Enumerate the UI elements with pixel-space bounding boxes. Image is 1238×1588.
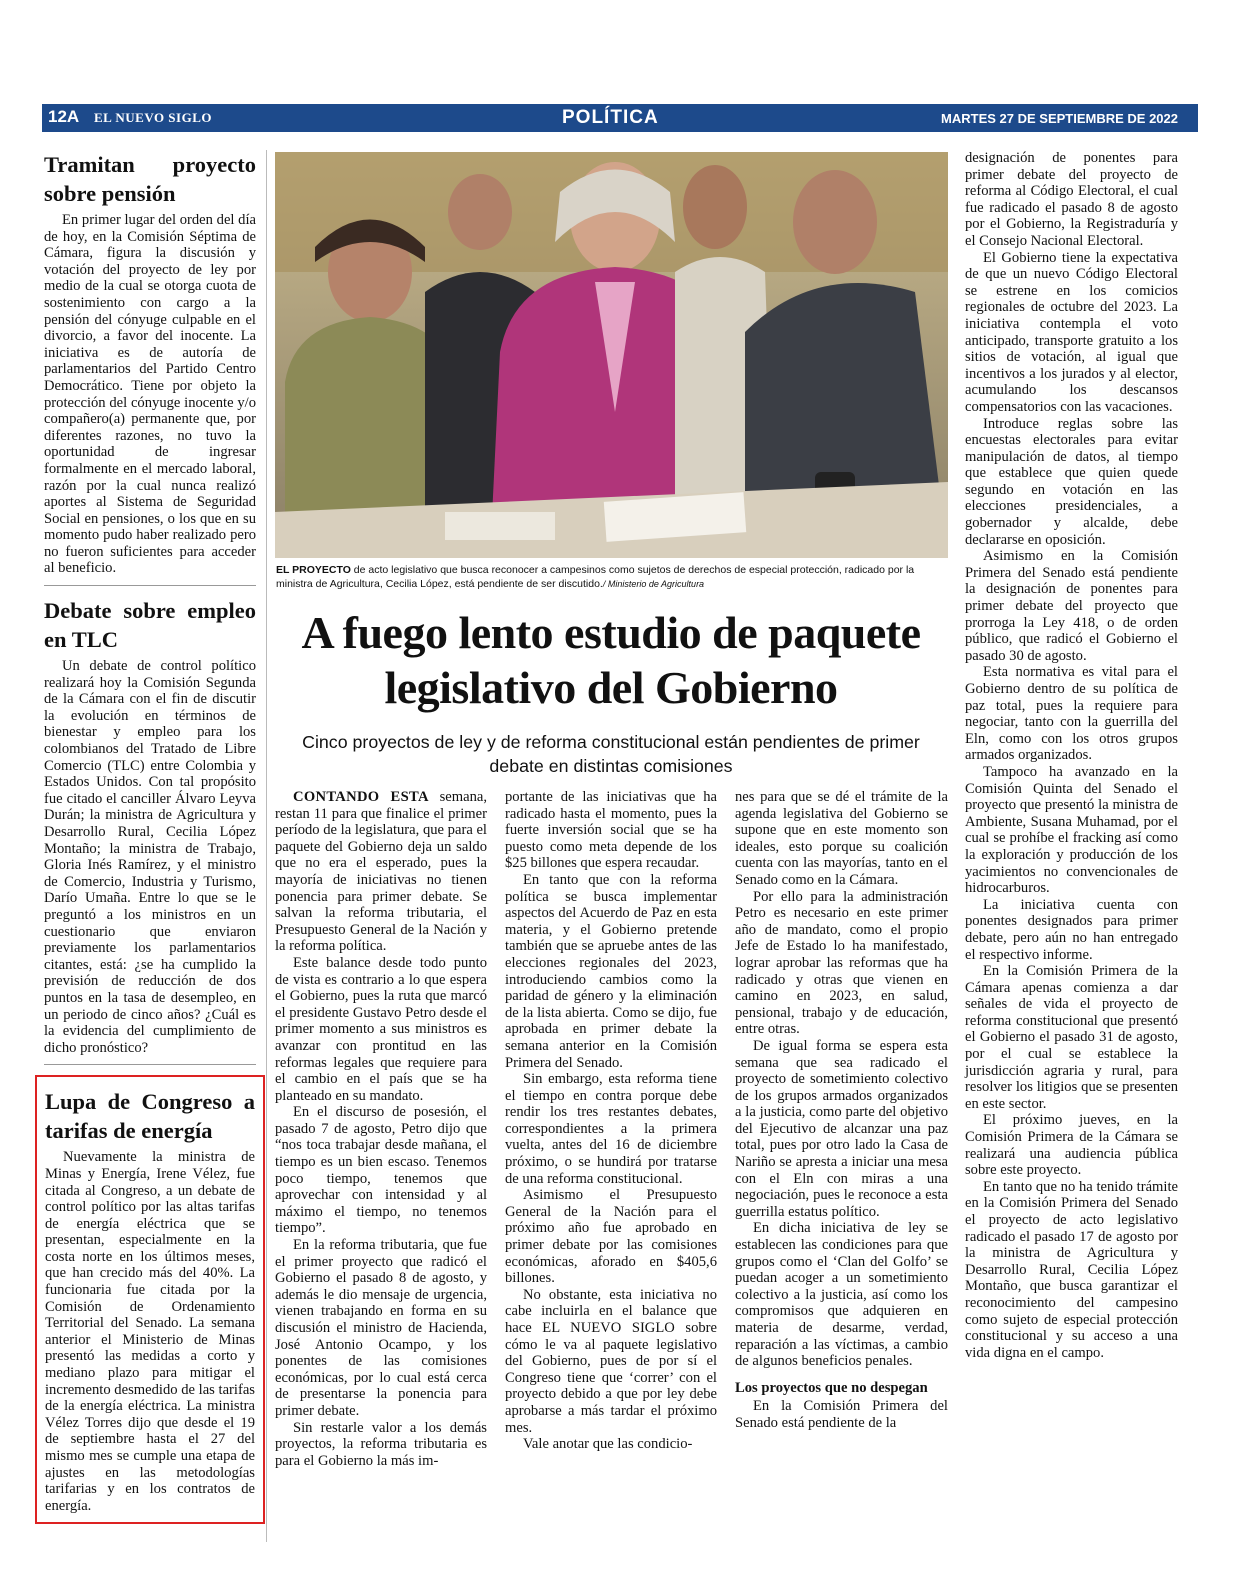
brief-title: Tramitan proyecto sobre pensión — [44, 152, 256, 206]
brief-text: Un debate de control político realizará hoy la Comisión Segunda de la Cámara con el fin de discutir la evolución en términos de bienestar y empleo para los colombianos del Tratado de Libre Comercio (TLC) entre Colombia y Estados Unidos. Con tal propósito fue citado el canciller Álvaro Leyva Durán; la ministra de Agricultura y Desarrollo Rural, Cecilia López Montaño; la ministra de Trabajo, Gloria Inés Ramírez, y el ministro de Comercio, Industria y Turismo, Darío Umaña. Entre lo que se le preguntó a los ministros en un cuestionario que enviaron previamente los parlamentarios citantes, está: ¿se ha cumplido la previsión de reducción de dos puntos en la tasa de desempleo, en un periodo de cinco años? ¿Cuál es la evidencia del cumplimiento de dicho pronóstico? — [44, 658, 256, 1056]
article-paragraph: En la reforma tributaria, que fue el primer proyecto que radicó el Gobierno el pasado 8 de agosto, y además le dio mensaje de urgencia, vienen trabajando en forma en su discusión el ministro de Hacienda, José Antonio Ocampo, y los ponentes de las comisiones económicas, por lo cual está cerca de presentarse la ponencia para primer debate. — [275, 1237, 487, 1419]
article-paragraph: En la Comisión Primera de la Cámara apenas comienza a dar señales de vida el proyecto de reforma constitucional que presentó el Gobierno el pasado 31 de agosto, por el cual se establece la jurisdicción agraria y rural, para resolver los litigios que se presenten en este sector. — [965, 963, 1178, 1112]
lead-caps: CONTANDO ESTA — [293, 789, 429, 805]
article-photo — [275, 152, 948, 558]
article-paragraph: Sin embargo, esta reforma tiene el tiempo en contra porque debe rendir los tres restantes debates, correspondientes a la primera vuelta, antes del 16 de diciembre próximo, o se hundirá por tratarse de una reforma constitucional. — [505, 1071, 717, 1187]
article-paragraph: Tampoco ha avanzado en la Comisión Quinta del Senado el proyecto que presentó la ministra de Ambiente, Susana Muhamad, por el cual se prohíbe el fracking así como la exploración y producción de los yacimientos no convencionales de hidrocarburos. — [965, 763, 1178, 897]
divider — [44, 585, 256, 586]
column-divider — [266, 150, 267, 1542]
page-header — [42, 104, 1198, 132]
article-paragraph: En la Comisión Primera del Senado está pendiente de la — [735, 1398, 948, 1431]
article-paragraph: En tanto que con la reforma política se busca implementar aspectos del Acuerdo de Paz en esta materia, y el Gobierno pretende también que se apruebe antes de las elecciones regionales del 2023, introduciendo cambios como la paridad de género y la eliminación de la lista abierta. Como se dijo, fue aprobada en primer debate la semana anterior en la Comisión Primera del Senado. — [505, 871, 717, 1071]
article-paragraph: De igual forma se espera esta semana que sea radicado el proyecto de sometimiento colectivo de los grupos armados organizados a la justicia, como parte del objetivo del Ejecutivo de alcanzar una paz total, pues por otro lado la Casa de Nariño se apresta a iniciar una mesa con el Eln con miras a una negociación, pues le reconoce a esta guerrilla estatus político. — [735, 1037, 948, 1220]
article-paragraph: La iniciativa cuenta con ponentes designados para primer debate, pero aún no han entregado el respectivo informe. — [965, 896, 1178, 963]
brief-text: En primer lugar del orden del día de hoy, en la Comisión Séptima de Cámara, figura la discusión y votación del proyecto de ley por medio de la cual se otorga cuota de sostenimiento con cargo a la pensión del cónyuge culpable en el divorcio, a favor del inocente. La iniciativa es de autoría de parlamentarios del Partido Centro Democrático. Tiene por objeto la protección del cónyuge inocente y/o compañero(a) permanente que, por diferentes razones, no tuvo la oportunidad de ingresar formalmente en el mercado laboral, razón por la cual nunca realizó aportes al Sistema de Seguridad Social en pensiones, o los que en su momento pudo haber realizado pero no fueron suficientes para acceder al beneficio. — [44, 212, 256, 577]
caption-text: de acto legislativo que busca reconocer a campesinos como sujetos de derechos de especial protección, radicado por la ministra de Agricultura, Cecilia López, está pendiente de ser discutido. — [276, 564, 915, 590]
article-paragraph: Vale anotar que las condicio- — [523, 1436, 693, 1453]
article-paragraph: nes para que se dé el trámite de la agenda legislativa del Gobierno se supone que en este momento son ideales, esto porque su coalición cuenta con las mayorías, tanto en el Senado como en la Cámara. — [735, 789, 948, 888]
brief-energy-highlighted — [35, 1075, 265, 1524]
article-paragraph: Esta normativa es vital para el Gobierno dentro de su política de paz total, pues la requiere para negociar, tanto con la guerrilla del Eln, como con los otros grupos armados organizados. — [965, 664, 1178, 764]
article-paragraph: El Gobierno tiene la expectativa de que un nuevo Código Electoral se estrene en los comicios regionales de octubre del 2023. La iniciativa contempla el voto anticipado, transporte gratuito a los sitios de votación, al igual que incentivos a los jurados y al elector, acumulando los descansos compensatorios con las vacaciones. — [965, 249, 1178, 415]
article-column-2 — [505, 789, 717, 1453]
article-paragraph: portante de las iniciativas que ha radicado hasta el momento, pues la fuerte inversión social que se ha puesto como meta depende de los $25 billones que espera recaudar. — [505, 789, 717, 872]
article-paragraph: No obstante, esta iniciativa no cabe incluirla en el balance que hace EL NUEVO SIGLO sobre cómo le va al paquete legislativo del Gobierno, pues de por sí el Congreso tiene que ‘correr’ con el proyecto debido a que por ley debe aprobarse a más tardar el próximo mes. — [505, 1286, 717, 1436]
article-paragraph: En dicha iniciativa de ley se establecen las condiciones para que grupos como el ‘Clan del Golfo’ se puedan acoger a un sometimiento colectivo a la justicia, así como los compromisos que adquieren en materia de desarme, verdad, reparación a las víctimas, a cambio de algunos beneficios penales. — [735, 1220, 948, 1370]
page-number: 12A — [48, 107, 80, 126]
article-paragraph: Introduce reglas sobre las encuestas electorales para evitar manipulación de datos, al tiempo que establece que quien quede segundo en votación en las elecciones presidenciales, a gobernador y alcalde, debe declararse en oposición. — [965, 415, 1178, 548]
subsection-title: Los proyectos que no despegan — [735, 1379, 928, 1396]
photo-illustration — [275, 152, 948, 558]
caption-lead: EL PROYECTO — [276, 564, 351, 576]
brief-title: Debate sobre empleo en TLC — [44, 598, 256, 653]
article-paragraph: En tanto que no ha tenido trámite en la Comisión Primera del Senado el proyecto de acto legislativo radicado el pasado 17 de agosto por la ministra de Agricultura y Desarrollo Rural, Cecilia López Montaño, que busca garantizar el reconocimiento del campesino como sujeto de especial protección constitucional y su acceso a una vida digna en el campo. — [965, 1178, 1178, 1361]
article-headline: A fuego lento estudio de paquete legislativo del Gobierno — [301, 607, 921, 713]
article-paragraph: designación de ponentes para primer debate del proyecto de reforma al Código Electoral, el cual fue radicado el pasado 8 de agosto por el Gobierno, la Registraduría y el Consejo Nacional Electoral. — [965, 150, 1178, 249]
article-subhead: Cinco proyectos de ley y de reforma constitucional están pendientes de primer debate en distintas comisiones — [302, 732, 920, 776]
issue-date: MARTES 27 DE SEPTIEMBRE DE 2022 — [941, 111, 1178, 126]
article-paragraph: Este balance desde todo punto de vista es contrario a lo que espera el Gobierno, pues la ruta que marcó el presidente Gustavo Petro desde el primer momento a sus ministros es avanzar con prontitud en las reformas legales que requiere para el cambio en el país que se ha planteado en su mandato. — [275, 954, 487, 1104]
article-paragraph: Asimismo el Presupuesto General de la Nación para el próximo año fue aprobado en primer debate por las comisiones económicas, aforado en $405,6 billones. — [505, 1187, 717, 1287]
article-column-3 — [735, 789, 948, 1432]
brief-pension — [44, 150, 256, 577]
article-column-4 — [965, 150, 1178, 1361]
photo-caption — [276, 564, 948, 591]
article-paragraph: CONTANDO ESTA semana, restan 11 para que finalice el primer período de la legislatura, que para el paquete del Gobierno deja un saldo que no era el esperado, pues la mayoría de iniciativas no tienen ponencia para primer debate. Se salvan la reforma tributaria, el Presupuesto General de la Nación y la reforma política. — [275, 789, 488, 955]
publication-name: EL NUEVO SIGLO — [94, 110, 212, 125]
article-paragraph: El próximo jueves, en la Comisión Primera de la Cámara se realizará una audiencia pública sobre este proyecto. — [965, 1112, 1178, 1179]
brief-title: Lupa de Congreso a tarifas de energía — [45, 1089, 255, 1144]
article-paragraph: En el discurso de posesión, el pasado 7 de agosto, Petro dijo que “nos toca trabajar desde mañana, el tiempo es un bien escaso. Tenemos poco tiempo, tenemos que aprovechar con intensidad y al máximo el tiempo, no tenemos tiempo”. — [275, 1104, 487, 1237]
article-paragraph: Por ello para la administración Petro es necesario en este primer año de mandato, como el propio Jefe de Estado lo ha manifestado, lograr aprobar las reformas que ha radicado y otras que vienen en camino en 2023, en salud, pensional, trabajo y de educación, entre otras. — [735, 888, 948, 1038]
brief-tlc — [44, 596, 256, 1056]
divider — [44, 1064, 256, 1065]
brief-text: Nuevamente la ministra de Minas y Energía, Irene Vélez, fue citada al Congreso, a un debate de control político por las altas tarifas de energía eléctrica que se presentan, especialmente en la costa norte en los últimos meses, que han crecido más del 40%. La funcionaria fue citada por la Comisión de Ordenamiento Territorial del Senado. La semana anterior el Ministerio de Minas presentó las medidas a corto y mediano plazo para mitigar el incremento desmedido de las tarifas de la energía eléctrica. La ministra Vélez Torres dijo que desde el 19 de septiembre hasta el 27 del mismo mes se cumple una etapa de ajustes en las metodologías tarifarias y en los contratos de energía. — [45, 1149, 255, 1514]
article-column-1 — [275, 789, 487, 1469]
photo-credit: / Ministerio de Agricultura — [602, 578, 705, 589]
article-paragraph: Asimismo en la Comisión Primera del Senado está pendiente la designación de ponentes para primer debate del proyecto que prorroga la Ley 418, o de orden público, que radicó el Gobierno el pasado 30 de agosto. — [965, 548, 1178, 664]
section-name: POLÍTICA — [562, 107, 659, 128]
briefs-column — [44, 150, 256, 1524]
article-paragraph: Sin restarle valor a los demás proyectos, la reforma tributaria es para el Gobierno la más im- — [275, 1419, 487, 1469]
